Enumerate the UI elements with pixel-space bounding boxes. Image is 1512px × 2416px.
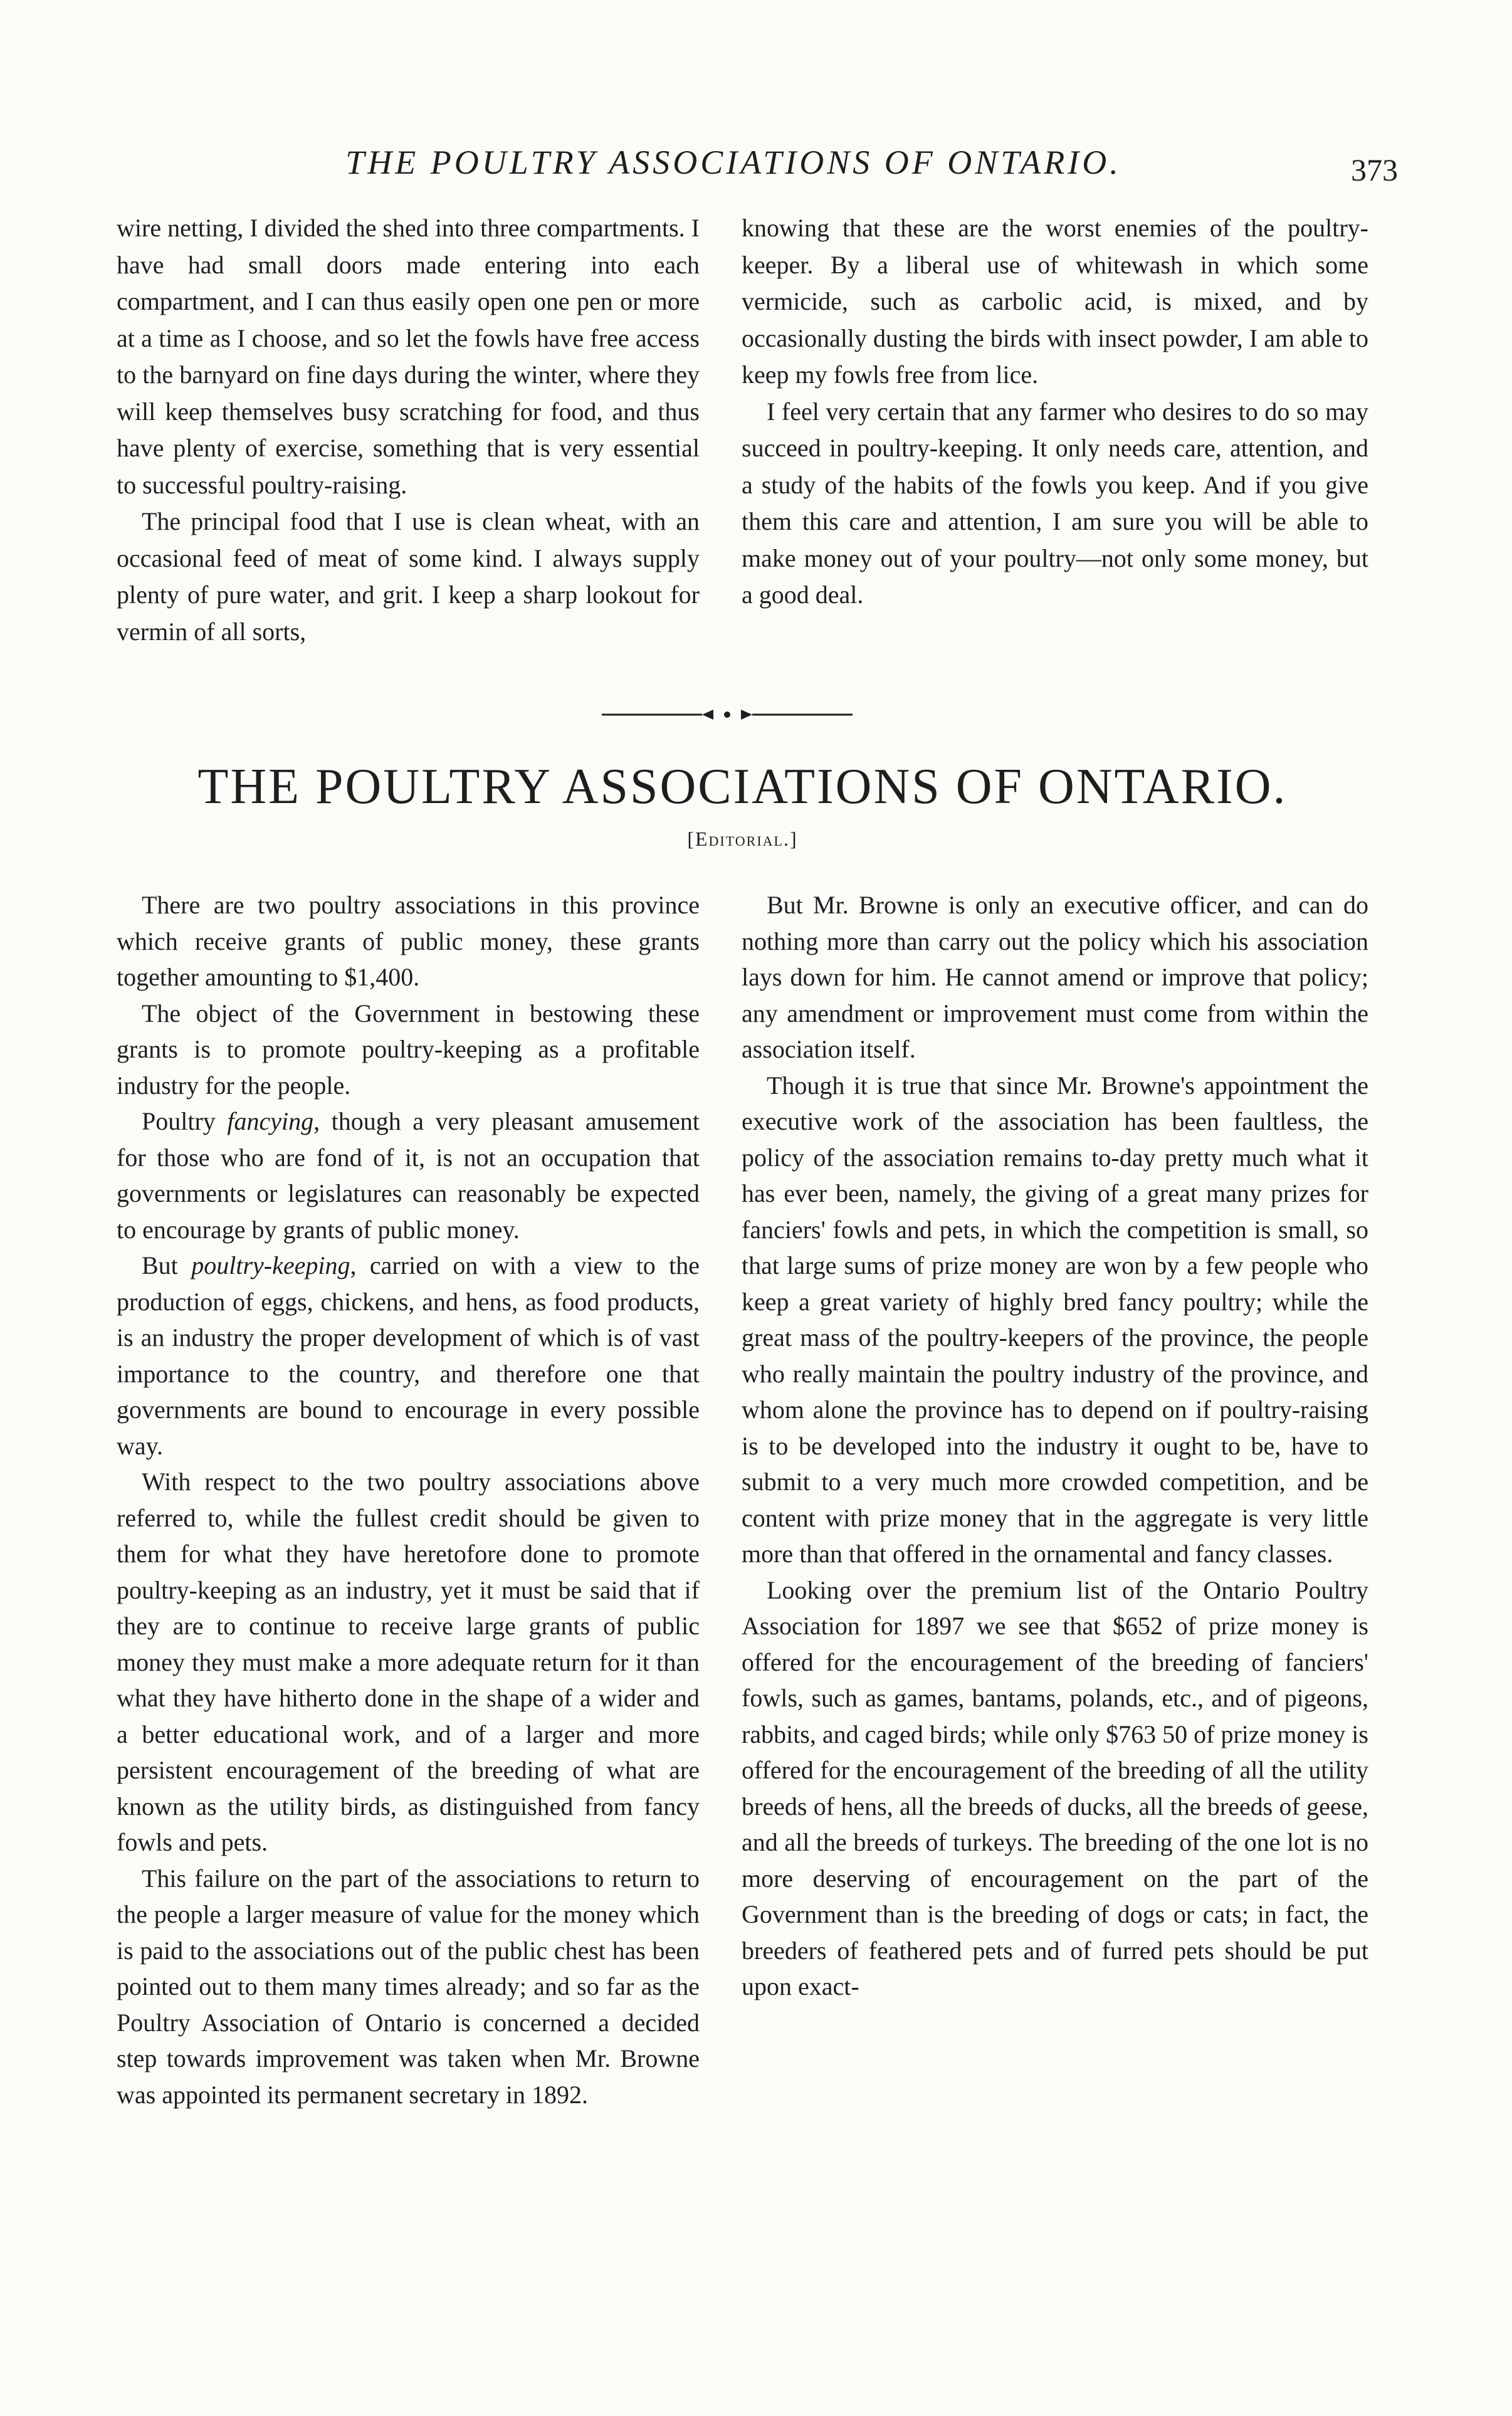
running-title: THE POULTRY ASSOCIATIONS OF ONTARIO. (345, 144, 1121, 181)
paragraph: The object of the Government in bestowing these grants is to promote poultry-keeping as a profitable industry for the people. (117, 999, 700, 1100)
paragraph: There are two poultry associations in this province which receive grants of public money, these grants together amounting to $1,400. (117, 891, 700, 991)
paragraph: I feel very certain that any farmer who desires to do so may succeed in poultry-keeping. It only needs care, attention, and a study of the habits of the fowls you keep. And if you give them this care and attention, I am sure you will be able to make money out of your poultry—not only some money, but a good deal. (742, 397, 1368, 609)
paragraph: This failure on the part of the associations to return to the people a larger measure of value for the money which is paid to the associations out of the public chest has been pointed out to them many times already; and so far as the Poultry Association of Ontario is concerned a decided step towards improvement was taken when Mr. Browne was appointed its permanent secretary in 1892. (117, 1864, 700, 2109)
article-title: THE POULTRY ASSOCIATIONS OF ONTARIO. (197, 759, 1288, 814)
text-run: , carried on with a view to the production of eggs, chickens, and hens, as food products, is an industry the proper development of which is of vast importance to the country, and therefore one that governments are bound to encourage in every possible way. (117, 1251, 700, 1460)
running-header (119, 143, 1398, 193)
text-run: , though a very pleasant amusement for those who are fond of it, is not an occupation that governments or legislatures can reasonably be expected to encourage by grants of public money. (117, 1107, 700, 1244)
text-run: Poultry (142, 1107, 228, 1135)
previous-article-right-column (742, 210, 1368, 614)
text-run: But (142, 1251, 192, 1279)
paragraph: knowing that these are the worst enemies of the poultry-keeper. By a liberal use of whitewash in which some vermicide, such as carbolic acid, is mixed, and by occasionally dusting the birds with insect powder, I am able to keep my fowls free from lice. (742, 214, 1368, 389)
paragraph: With respect to the two poultry associations above referred to, while the fullest credit should be given to them for what they have heretofore done to promote poultry-keeping as an industry, yet it must be said that if they are to continue to receive large grants of public money they must make a more adequate return for it than what they have hitherto done in the shape of a wider and a better educational work, and of a larger and more persistent encouragement of the breeding of what are known as the utility birds, as distinguished from fancy fowls and pets. (117, 1468, 700, 1856)
paragraph (117, 1247, 700, 1464)
emphasis-fancying: fancying (227, 1107, 314, 1135)
emphasis-poultry-keeping: poultry-keeping (191, 1251, 350, 1279)
paragraph: But Mr. Browne is only an executive officer, and can do nothing more than carry out the policy which his association lays down for him. He cannot amend or improve that policy; any amendment or improvement must come from within the association itself. (742, 891, 1368, 1063)
previous-article-left-column (117, 210, 700, 650)
paragraph: Though it is true that since Mr. Browne's appointment the executive work of the association has been faultless, the policy of the association remains to-day pretty much what it has ever been, namely, the giving of a great many prizes for fanciers' fowls and pets, in which the competition is small, so that large sums of prize money are won by a few people who keep a great variety of highly bred fancy poultry; while the great mass of the poultry-keepers of the province, the people who really maintain the poultry industry of the province, and whom alone the province has to depend on if poultry-raising is to be developed into the industry it ought to be, have to submit to a very much more crowded competition, and be content with prize money that in the aggregate is very little more than that offered in the ornamental and fancy classes. (742, 1071, 1368, 1568)
paragraph: Looking over the premium list of the Ontario Poultry Association for 1897 we see that $652 of prize money is offered for the encouragement of the breeding of fanciers' fowls, such as games, bantams, polands, etc., and of pigeons, rabbits, and caged birds; while only $763 50 of prize money is offered for the encouragement of the breeding of all the utility breeds of hens, all the breeds of ducks, all the breeds of geese, and all the breeds of turkeys. The breeding of the one lot is no more deserving of encouragement on the part of the Government than is the breeding of dogs or cats; in fact, the breeders of feathered pets and of furred pets should be put upon exact- (742, 1575, 1368, 2000)
paragraph: The principal food that I use is clean wheat, with an occasional feed of meat of some kind. I always supply plenty of pure water, and grit. I keep a sharp lookout for vermin of all sorts, (117, 507, 700, 646)
paragraph: wire netting, I divided the shed into three compartments. I have had small doors made entering into each compartment, and I can thus easily open one pen or more at a time as I choose, and so let the fowls have free access to the barnyard on fine days during the winter, where they will keep themselves busy scratching for food, and thus have plenty of exercise, something that is very essential to successful poultry-raising. (117, 214, 700, 499)
page-number: 373 (1351, 152, 1398, 187)
editorial-tag: [Editorial.] (687, 827, 798, 850)
article-left-column (117, 887, 700, 2113)
article-right-column (742, 887, 1368, 2005)
paragraph (117, 1103, 700, 1247)
section-divider-ornament (602, 705, 853, 724)
